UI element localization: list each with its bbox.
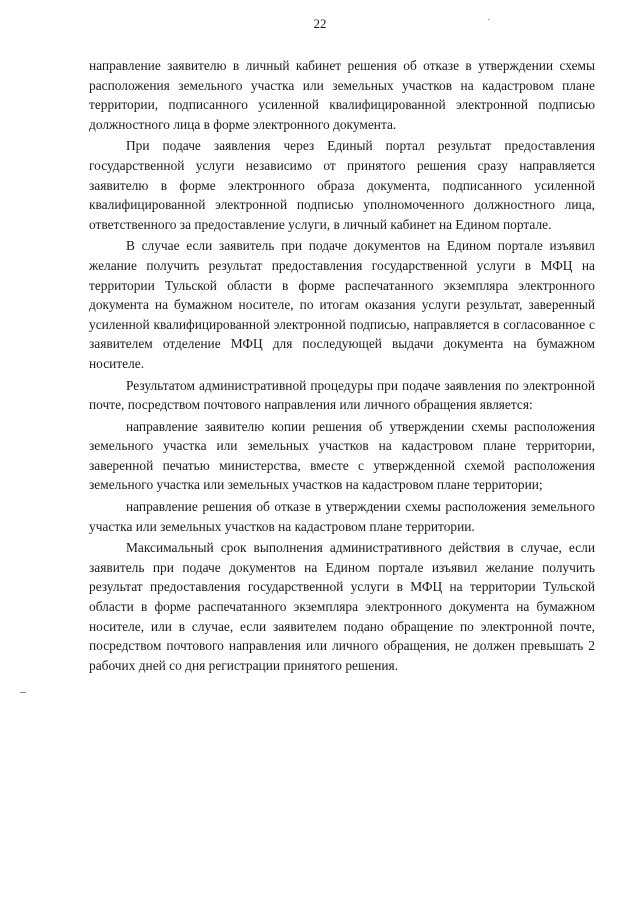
paragraph-unified-portal-result: При подаче заявления через Единый портал результат предоставления государственной услуги независимо от принятого решения сразу направляется заявителю в форме электронного образа документа, подписанного усиленной квалифицированной электронной подписью уполномоченного должностного лица, ответственного за предоставление услуги, в личный кабинет на Едином портале. bbox=[89, 138, 595, 232]
paragraph-procedure-result: Результатом административной процедуры при подаче заявления по электронной почте, посредством почтового направления или личного обращения является: bbox=[89, 377, 595, 413]
paragraph-continuation: направление заявителю в личный кабинет решения об отказе в утверждении схемы расположения земельного участка или земельных участков на кадастровом плане территории, подписанного усиленной квалифицированной электронной подписью должностного лица в форме электронного документа. bbox=[89, 58, 595, 132]
paragraph-refusal-decision: направление решения об отказе в утверждении схемы расположения земельного участка или земельных участков на кадастровом плане территории. bbox=[89, 499, 595, 534]
paragraph-mfc-delivery: В случае если заявитель при подаче документов на Едином портале изъявил желание получить результат предоставления государственной услуги в МФЦ на территории Тульской области в форме распечатанного экземпляра электронного документа на бумажном носителе, по итогам оказания услуги результат, заверенный усиленной квалифицированной электронной подписью, направляется в согласованное с заявителем отделение МФЦ для последующей выдачи документа на бумажном носителе. bbox=[89, 238, 595, 371]
scan-artifact-dot bbox=[488, 19, 490, 20]
paragraph-max-term: Максимальный срок выполнения административного действия в случае, если заявитель при подаче документов на Едином портале изъявил желание получить результат предоставления государственной услуги в МФЦ на территории Тульской области в форме распечатанного экземпляра электронного документа на бумажном носителе, или в случае, если заявителем подано обращение по электронной почте, посредством почтового направления или личного обращения, не должен превышать 2 рабочих дней со дня регистрации принятого решения. bbox=[89, 540, 595, 673]
scan-artifact-mark bbox=[20, 692, 26, 693]
page-number: 22 bbox=[313, 16, 327, 31]
paragraph-approval-copy: направление заявителю копии решения об утверждении схемы расположения земельного участка или земельных участков на кадастровом плане территории, заверенной печатью министерства, вместе с утвержденной схемой расположения земельного участка или земельных участков на кадастровом плане территории; bbox=[89, 418, 595, 493]
document-body bbox=[89, 56, 595, 675]
